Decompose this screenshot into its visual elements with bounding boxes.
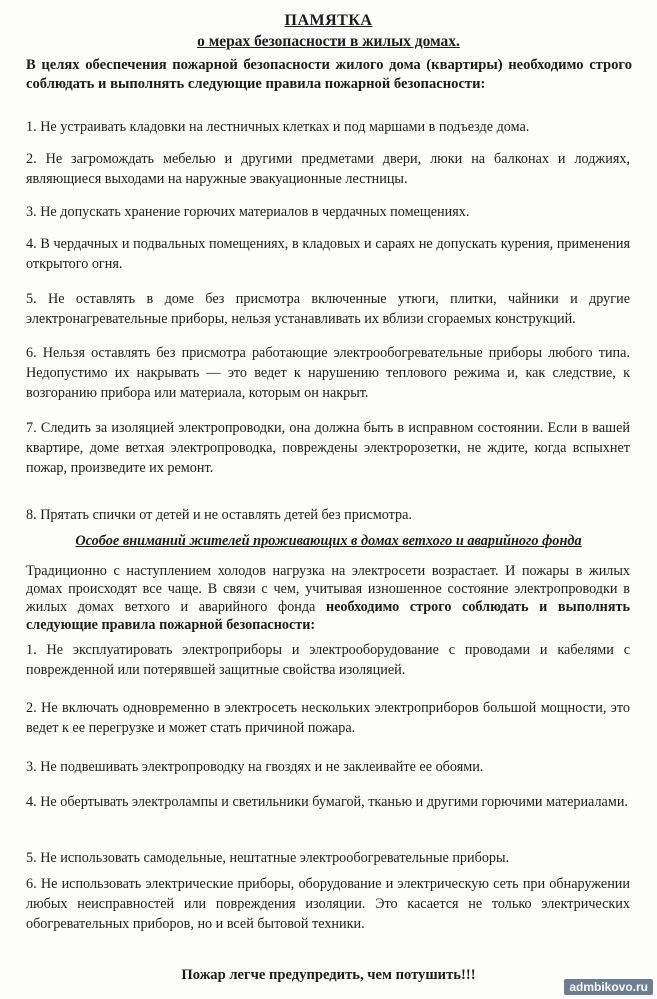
site-watermark: admbikovo.ru <box>564 979 653 995</box>
section-rule-5: 5. Не использовать самодельные, нештатные электрообогревательные приборы. <box>26 850 510 866</box>
section-rule-3: 3. Не подвешивать электропроводку на гвоздях и не заклеивайте ее обоями. <box>26 759 484 775</box>
section-paragraph-text: Традиционно с наступлением холодов нагрузка на электросети возрастает. И пожары в жилых домах происходят все чаще. В связи с чем, учитывая изношенное состояние электропроводки в жилых домах ветхого и аварийного фонда <box>26 563 630 615</box>
document-title: ПАМЯТКА <box>284 12 373 29</box>
document-subtitle: о мерах безопасности в жилых домах. <box>197 33 460 50</box>
rule-5: 5. Не оставлять в доме без присмотра включенные утюги, плитки, чайники и другие электронагревательные приборы, нельзя устанавливать их вблизи сгораемых конструкций. <box>26 291 630 327</box>
intro-paragraph: В целях обеспечения пожарной безопасности жилого дома (квартиры) необходимо строго соблюдать и выполнять следующие правила пожарной безопасности: <box>26 57 632 92</box>
closing-slogan: Пожар легче предупредить, чем потушить!!! <box>181 967 476 983</box>
rule-6: 6. Нельзя оставлять без присмотра работающие электрообогревательные приборы любого типа. Недопустимо их накрывать — это ведет к нарушению теплового режима и, как следствие, к возгоранию прибора или материала, которым он накрыт. <box>26 345 630 401</box>
section-rule-6: 6. Не использовать электрические приборы, оборудование и электрическую сеть при обнаружении любых неисправностей или повреждения изоляции. Это касается не только электрических обогревательных приборов, но и всей бытовой техники. <box>26 876 630 932</box>
rule-3: 3. Не допускать хранение горючих материалов в чердачных помещениях. <box>26 204 470 220</box>
rule-1: 1. Не устраивать кладовки на лестничных клетках и под маршами в подъезде дома. <box>26 119 530 135</box>
section-rule-4: 4. Не обертывать электролампы и светильники бумагой, тканью и другими горючими материалами. <box>26 794 628 810</box>
section-rule-2: 2. Не включать одновременно в электросеть нескольких электроприборов большой мощности, это ведет к ее перегрузке и может стать причиной пожара. <box>26 700 630 736</box>
rule-4: 4. В чердачных и подвальных помещениях, в кладовых и сараях не допускать курения, применения открытого огня. <box>26 236 630 272</box>
rule-2: 2. Не загромождать мебелью и другими предметами двери, люки на балконах и лоджиях, являющиеся выходами на наружные эвакуационные лестницы. <box>26 151 630 187</box>
section-paragraph-emphasis: необходимо строго соблюдать и выполнять следующие правила пожарной безопасности: <box>26 599 631 633</box>
section-rule-1: 1. Не эксплуатировать электроприборы и электрооборудование с проводами и кабелями с поврежденной или потерявшей защитные свойства изоляцией. <box>26 642 630 678</box>
rule-7: 7. Следить за изоляцией электропроводки, она должна быть в исправном состоянии. Если в вашей квартире, доме ветхая электропроводка, повреждены электророзетки, не ждите, когда вспыхнет пожар, произведите их ремонт. <box>26 420 630 476</box>
section-heading: Особое вниманий жителей проживающих в домах ветхого и аварийного фонда <box>75 533 582 549</box>
section-paragraph <box>26 562 630 634</box>
rule-8: 8. Прятать спички от детей и не оставлять детей без присмотра. <box>26 507 412 523</box>
